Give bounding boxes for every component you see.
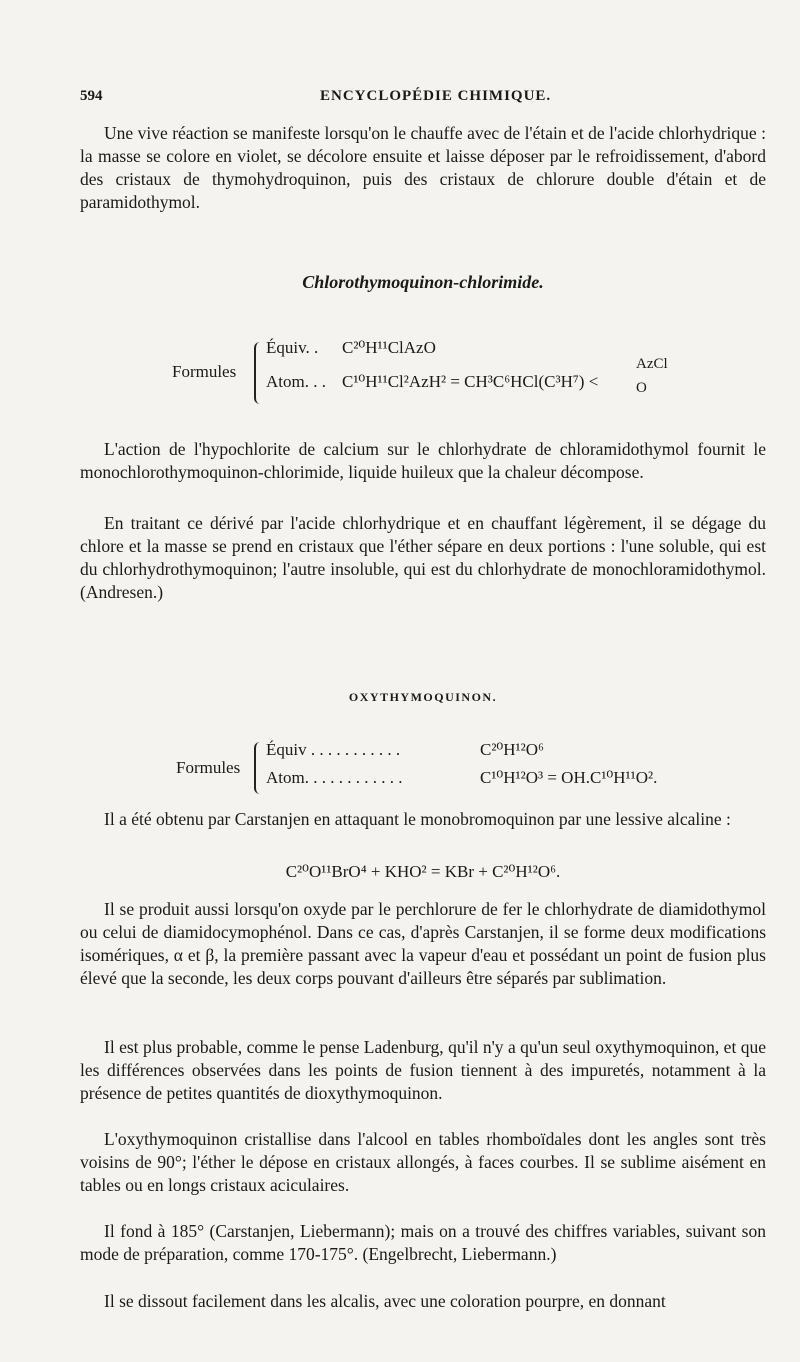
atom-label: Atom. . . xyxy=(266,372,326,391)
paragraph-cristallise: L'oxythymoquinon cristallise dans l'alcool en tables rhomboïdales dont les angles sont très voisins de 90°; l'éther le dépose en cristaux allongés, à faces courbes. Il se sublime aisément en tables ou en longs cristaux aciculaires. xyxy=(80,1129,766,1195)
atom-formula-2: C¹⁰H¹²O³ = OH.C¹⁰H¹¹O². xyxy=(480,768,658,787)
equiv-label-2: Équiv . . . . . . . . . . . xyxy=(266,740,401,759)
equiv-formula: C²⁰H¹¹ClAzO xyxy=(342,338,436,357)
section-title-oxythymoquinon: OXYTHYMOQUINON. xyxy=(348,690,498,704)
atom-label-2: Atom. . . . . . . . . . . . xyxy=(266,768,403,787)
paragraph-treatment: En traitant ce dérivé par l'acide chlorhydrique et en chauffant légèrement, il se dégage du chlore et la masse se prend en cristaux que l'éther sépare en deux portions : l'une soluble, qui est du chlorhydrothymoquinon; l'autre insoluble, qui est du chlorhydrate de monochloramidothymol. (Andresen.) xyxy=(80,513,766,602)
reaction-equation: C²⁰O¹¹BrO⁴ + KHO² = KBr + C²⁰H¹²O⁶. xyxy=(285,862,561,881)
page-number: 594 xyxy=(80,88,103,104)
atom-formula: C¹⁰H¹¹Cl²AzH² = CH³C⁶HCl(C³H⁷) < xyxy=(342,372,599,391)
paragraph-perchlorure: Il se produit aussi lorsqu'on oxyde par le perchlorure de fer le chlorhydrate de diamidothymol ou celui de diamidocymophénol. Dans ce cas, d'après Carstanjen, il se forme deux modifications isomériques, α et β, la première passant avec la vapeur d'eau et possédant un point de fusion plus élevé que la seconde, les deux corps pouvant d'ailleurs être séparés par sublimation. xyxy=(80,899,766,988)
formulas-label: Formules xyxy=(172,362,237,381)
paragraph-fusion: Il fond à 185° (Carstanjen, Liebermann); mais on a trouvé des chiffres variables, suivant son mode de préparation, comme 170-175°. (Engelbrecht, Liebermann.) xyxy=(80,1221,766,1264)
brace xyxy=(254,342,262,404)
atom-suffix-top: AzCl xyxy=(636,356,668,372)
formulas-label-2: Formules xyxy=(176,758,241,777)
paragraph-carstanjen: Il a été obtenu par Carstanjen en attaquant le monobromoquinon par une lessive alcaline : xyxy=(104,809,731,829)
brace-2 xyxy=(254,742,262,794)
paragraph-hypochlorite: L'action de l'hypochlorite de calcium sur le chlorhydrate de chloramidothymol fournit le monochlorothymoquinon-chlorimide, liquide huileux que la chaleur décompose. xyxy=(80,439,766,482)
paragraph-ladenburg: Il est plus probable, comme le pense Ladenburg, qu'il n'y a qu'un seul oxythymoquinon, et que les différences observées dans les points de fusion tiennent à des impuretés, notamment à la présence de petites quantités de dioxythymoquinon. xyxy=(80,1037,766,1103)
equiv-label: Équiv. . xyxy=(266,338,319,357)
paragraph-alcalis: Il se dissout facilement dans les alcalis, avec une coloration pourpre, en donnant xyxy=(104,1291,666,1311)
page-header xyxy=(80,88,770,112)
equiv-formula-2: C²⁰H¹²O⁶ xyxy=(480,740,544,759)
atom-suffix-bottom: O xyxy=(636,380,647,396)
section-title-chlorothymoquinon: Chlorothymoquinon-chlorimide. xyxy=(302,272,544,292)
intro-paragraph: Une vive réaction se manifeste lorsqu'on le chauffe avec de l'étain et de l'acide chlorhydrique : la masse se colore en violet, se décolore ensuite et laisse déposer par le refroidissement, d'abord des cristaux de thymohydroquinon, puis des cristaux de chlorure double d'étain et de paramidothymol. xyxy=(80,123,766,212)
running-head: ENCYCLOPÉDIE CHIMIQUE. xyxy=(320,88,552,104)
